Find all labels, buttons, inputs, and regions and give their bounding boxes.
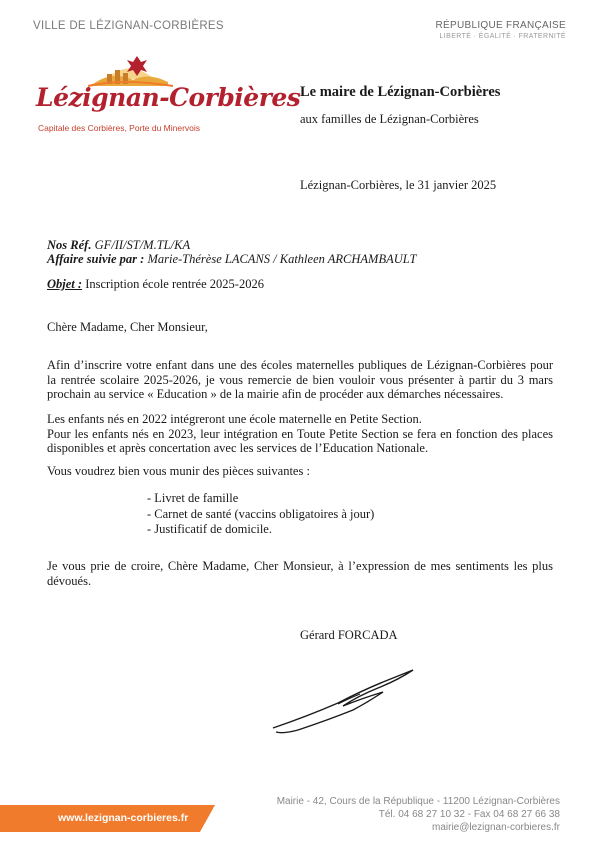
- paragraph-documents-intro: Vous voudrez bien vous munir des pièces suivantes :: [47, 464, 310, 478]
- handled-by-value: Marie-Thérèse LACANS / Kathleen ARCHAMBAULT: [147, 252, 417, 266]
- recipient: aux familles de Lézignan-Corbières: [300, 112, 479, 126]
- handled-by-line: [47, 252, 416, 267]
- reference-line: [47, 238, 190, 253]
- list-item: - Livret de famille: [147, 491, 239, 505]
- signature-icon: [268, 658, 418, 738]
- handled-by-label: Affaire suivie par :: [47, 252, 145, 266]
- paragraph-sections: [47, 412, 553, 456]
- salutation: Chère Madame, Cher Monsieur,: [47, 320, 208, 334]
- republique-block: [436, 20, 566, 40]
- logo-wordmark: Lézignan-Corbières: [36, 83, 301, 112]
- subject-label: Objet :: [47, 277, 83, 291]
- website-link[interactable]: www.lezignan-corbieres.fr: [58, 812, 189, 824]
- signer-name: Gérard FORCADA: [300, 628, 398, 642]
- city-name: VILLE DE LÉZIGNAN-CORBIÈRES: [33, 20, 224, 32]
- letter-date: Lézignan-Corbières, le 31 janvier 2025: [300, 178, 497, 192]
- logo-tagline: Capitale des Corbières, Porte du Minervois: [38, 123, 201, 133]
- documents-list: [147, 491, 374, 538]
- paragraph-petite-section: Les enfants nés en 2022 intégreront une école maternelle en Petite Section.: [47, 412, 422, 426]
- republique-motto: LIBERTÉ · ÉGALITÉ · FRATERNITÉ: [439, 33, 566, 40]
- sender-title: Le maire de Lézignan-Corbières: [300, 84, 501, 100]
- reference-label: Nos Réf.: [47, 238, 92, 252]
- footer-phone: Tél. 04 68 27 10 32 - Fax 04 68 27 66 38: [378, 809, 560, 820]
- list-item: - Carnet de santé (vaccins obligatoires à jour): [147, 506, 375, 521]
- republique-title: RÉPUBLIQUE FRANÇAISE: [435, 20, 566, 31]
- subject-value: Inscription école rentrée 2025-2026: [85, 277, 264, 291]
- paragraph-toute-petite-section: Pour les enfants nés en 2023, leur intégration en Toute Petite Section se fera en fonction des places disponibles et après concertation avec les services de l’Education Nationale.: [47, 426, 553, 455]
- footer-email[interactable]: mairie@lezignan-corbieres.fr: [432, 822, 560, 833]
- list-item: - Justificatif de domicile.: [147, 522, 272, 536]
- reference-value: GF/II/ST/M.TL/KA: [94, 238, 191, 252]
- paragraph-registration: Afin d’inscrire votre enfant dans une des écoles maternelles publiques de Lézignan-Corbières pour la rentrée scolaire 2025-2026, je vous remercie de bien vouloir vous présenter à partir du 3 mars prochain au service « Education » de la mairie afin de procéder aux démarches nécessaires.: [47, 358, 553, 401]
- closing-formula: Je vous prie de croire, Chère Madame, Cher Monsieur, à l’expression de mes sentiments les plus dévoués.: [47, 559, 553, 588]
- subject-line: [47, 277, 264, 292]
- footer-address: Mairie - 42, Cours de la République - 11200 Lézignan-Corbières: [276, 796, 560, 807]
